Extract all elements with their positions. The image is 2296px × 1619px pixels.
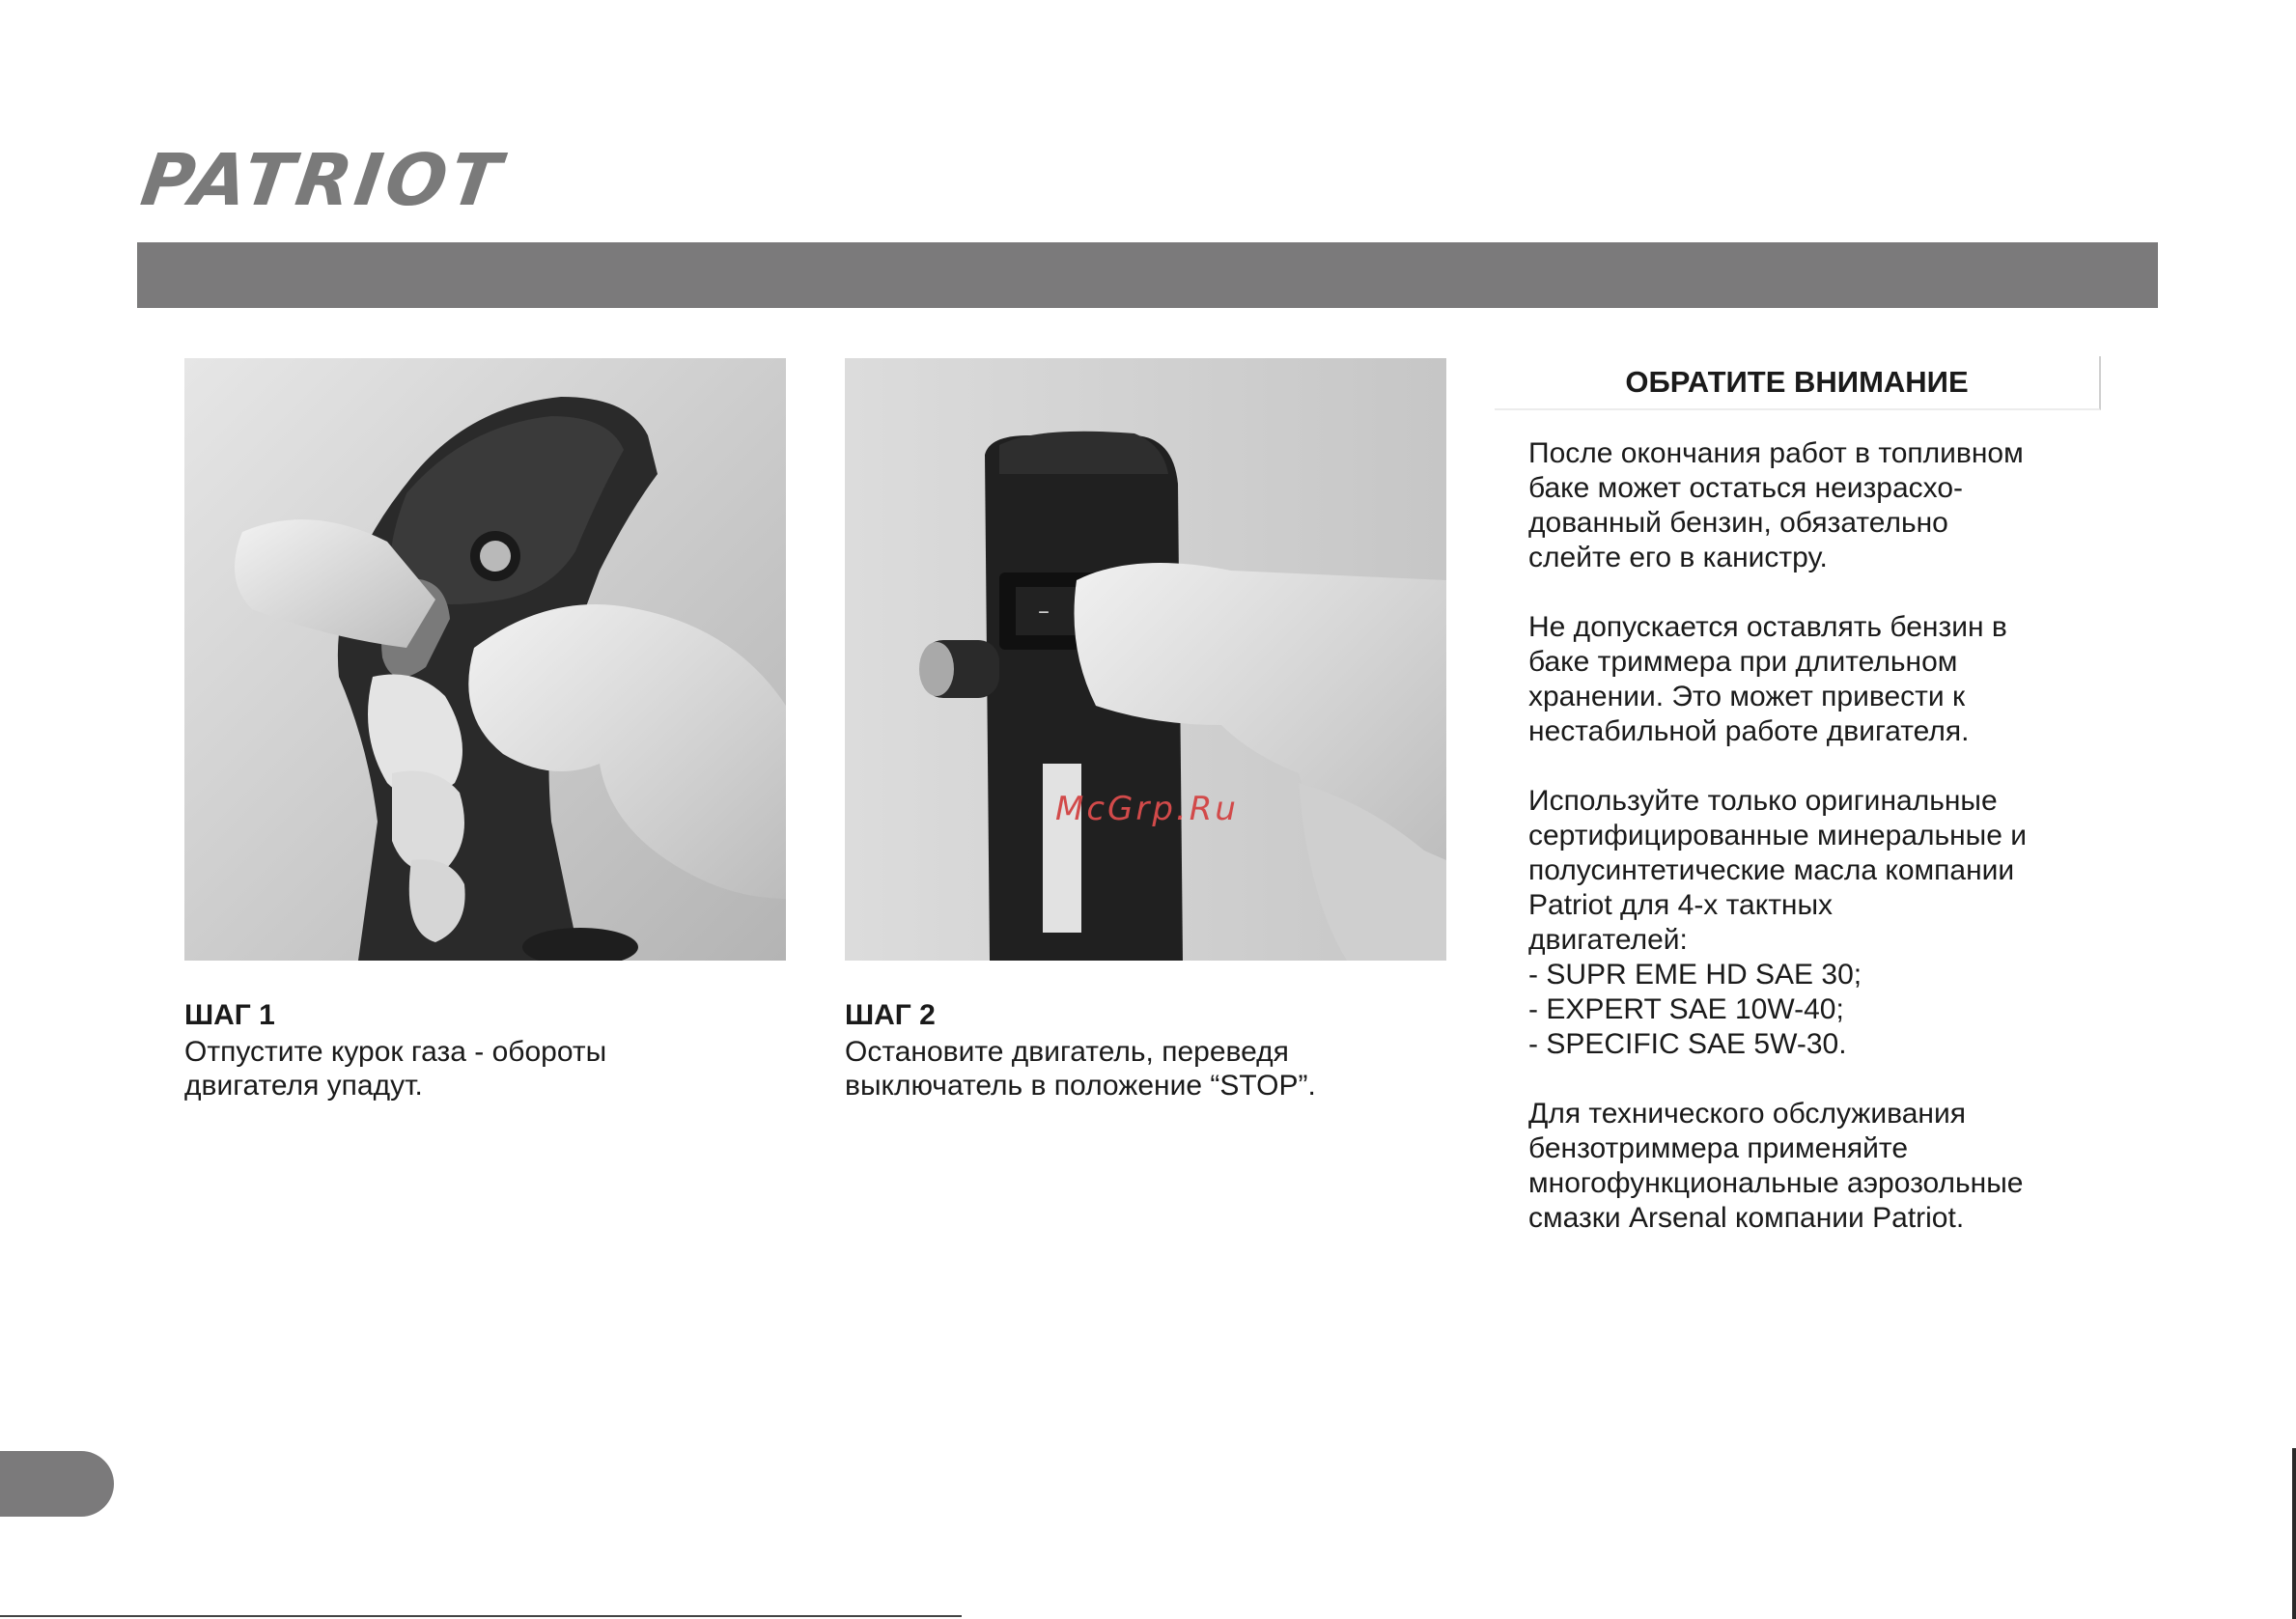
section-header-bar — [137, 242, 2158, 308]
step-1-photo — [184, 358, 786, 961]
watermark-text: McGrp.Ru — [1055, 790, 1239, 828]
patriot-logo: PATRIOT — [136, 139, 510, 222]
right-edge-mark — [2292, 1448, 2296, 1619]
step-2-title: ШАГ 2 — [845, 999, 936, 1031]
step-2-photo — [845, 358, 1446, 961]
step-2-text: Остановите двигатель, переведя выключатель в положение “STOP”. — [845, 1036, 1316, 1102]
note-paragraph: Используйте только оригинальные сертифицированные минеральные и полусинтетические масла компании Patriot для 4-х тактных двигателей: - SUPR EME HD SAE 30; - EXPERT SAE 10W-40; - SPECIFIC SAE 5W-30. — [1528, 785, 2028, 1060]
note-heading: ОБРАТИТЕ ВНИМАНИЕ — [1495, 356, 2101, 410]
note-paragraph: После окончания работ в топливном баке может остаться неизрасхо- дованный бензин, обязательно слейте его в канистру. — [1528, 437, 2024, 573]
note-body — [1528, 436, 2146, 1270]
page-number-tab — [0, 1451, 114, 1517]
step-1-text: Отпустите курок газа - обороты двигателя упадут. — [184, 1036, 607, 1102]
note-paragraph: Для технического обслуживания бензотриммера применяйте многофункциональные аэрозольные смазки Arsenal компании Patriot. — [1528, 1098, 2024, 1234]
step-1-title: ШАГ 1 — [184, 999, 275, 1031]
switch-symbol: – — [1038, 598, 1050, 625]
stop-switch-illustration — [845, 358, 1446, 961]
note-paragraph: Не допускается оставлять бензин в баке триммера при длительном хранении. Это может привести к нестабильной работе двигателя. — [1528, 611, 2007, 747]
throttle-trigger-illustration — [184, 358, 786, 961]
bottom-rule — [0, 1615, 962, 1617]
